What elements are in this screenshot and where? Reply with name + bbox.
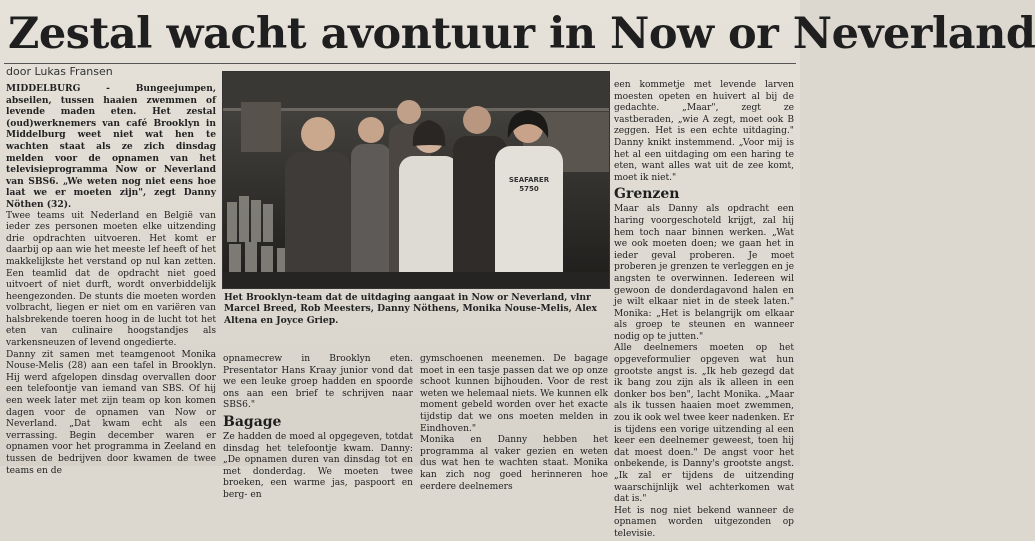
- article-column-3: [420, 354, 608, 492]
- byline: door Lukas Fransen: [6, 65, 113, 78]
- shirt-print-line2: 5750: [519, 185, 539, 193]
- body-paragraph: opnamecrew in Brooklyn eten. Presentator Hans Kraay junior vond dat we een leuke groep hadden en spoorde ons aan een brief te schrijven naar SBS6.": [223, 354, 413, 411]
- body-paragraph: Maar als Danny als opdracht een haring voorgeschoteld krijgt, zal hij hem toch naar binnen werken. „Wat we ook moeten doen; we gaan het in ieder geval proberen. Je moet proberen je grenzen te verleggen en je angsten te overwinnen. Iedereen wil gewoon de donderdagavond halen en je wilt elkaar niet in de steek laten." Monika: „Het is belangrijk om elkaar als groep te steunen en wanneer nodig op te jutten.": [614, 204, 794, 342]
- body-paragraph: Twee teams uit Nederland en België van ieder zes personen moeten elke uitzending drie opdrachten uitvoeren. Het komt er daarbij op aan wie het meeste lef heeft of het makkelijkste het verstand op nul kan zetten. Een teamlid dat de opdracht niet goed uitvoert of niet durft, wordt onverbiddelijk heengezonden. De stunts die moeten worden volbracht, liegen er niet om en variëren van halsbrekende toeren hoog in de lucht tot het eten van culinaire hoogstandjes als varkensneuzen of levend ongedierte.: [6, 210, 216, 349]
- team-photo: [222, 71, 610, 289]
- dateline: MIDDELBURG: [6, 83, 81, 94]
- body-paragraph: Het is nog niet bekend wanneer de opnamen worden uitgezonden op televisie.: [614, 505, 794, 539]
- body-paragraph: gymschoenen meenemen. De bagage moet in een tasje passen dat we op onze schoot kunnen bijhouden. Voor de rest weten we helemaal niets. We kunnen elk moment gebeld worden over het exacte tijdstip dat we ons moeten melden in Eindhoven.": [420, 354, 608, 434]
- lead-paragraph: [6, 83, 216, 211]
- body-paragraph: Monika en Danny hebben het programma al vaker gezien en weten dus wat hen te wachten staat. Monika kan zich nog goed herinneren hoe eerdere deelnemers: [420, 435, 608, 492]
- article-column-4: [614, 80, 794, 539]
- body-paragraph: een kommetje met levende larven moesten opeten en huivert al bij de gedachte. „Maar", zegt ze vastberaden, „wie A zegt, moet ook B zeggen. Het is een echte uitdaging." Danny knikt instemmend. „Voor mij is het al een uitdaging om een haring te eten, want alles wat uit de zee komt, moet ik niet.": [614, 80, 794, 183]
- body-paragraph: Danny zit samen met teamgenoot Monika Nouse-Melis (28) aan een tafel in Brooklyn. Hij werd afgelopen dinsdag overvallen door een telefoontje van iemand van SBS. Of hij een week later met zijn team op kon komen dagen voor de opnamen van Now or Neverland. „Dat kwam echt als een verrassing. Begin december waren er opnamen voor het programma in Zeeland en tussen de bedrijven door kwamen de twee teams en de: [6, 349, 216, 476]
- article-column-1: [6, 83, 216, 476]
- body-paragraph: Ze hadden de moed al opgegeven, totdat dinsdag het telefoontje kwam. Danny: „De opnamen duren van dinsdag tot en met donderdag. We moeten twee broeken, een warme jas, paspoort en berg- en: [223, 431, 413, 500]
- headline: Zestal wacht avontuur in Now or Neverland: [8, 9, 1035, 59]
- subhead-bagage: Bagage: [223, 413, 282, 430]
- subhead-grenzen: Grenzen: [614, 186, 680, 203]
- lead-text: - Bungeejumpen, abseilen, tussen haaien zwemmen of levende maden eten. Het zestal (oud)werknemers van café Brooklyn in Middelburg weet niet wat hen te wachten staat als ze zich dinsdag melden voor de opnamen van het televisieprogramma Now or Neverland van SBS6. „We weten nog niet eens hoe laat we er moeten zijn", zegt Danny Nöthen (32).: [6, 83, 216, 210]
- article-column-2: [223, 354, 413, 500]
- headline-rule: [4, 63, 796, 64]
- body-paragraph: Alle deelnemers moeten op het opgeveformulier opgeven wat hun grootste angst is. „Ik heb gezegd dat ik bang zou zijn als ik alleen in een donker bos ben", lacht Monika. „Maar als ik tussen haaien moet zwemmen, zou ik ook wel twee keer nadenken. Er is tijdens een vorige uitzending al een keer een deelnemer geweest, toen hij dat moest doen." De angst voor het onbekende, is Danny's grootste angst. „Ik zal er tijdens de uitzending waarschijnlijk wel achterkomen wat dat is.": [614, 343, 794, 505]
- photo-caption: Het Brooklyn-team dat de uitdaging aangaat in Now or Neverland, vlnr Marcel Breed, Rob Meesters, Danny Nöthens, Monika Nouse-Melis, Alex Altena en Joyce Griep.: [224, 292, 598, 326]
- team-photo-illustration: [223, 72, 609, 288]
- shirt-print-line1: SEAFARER: [508, 176, 550, 184]
